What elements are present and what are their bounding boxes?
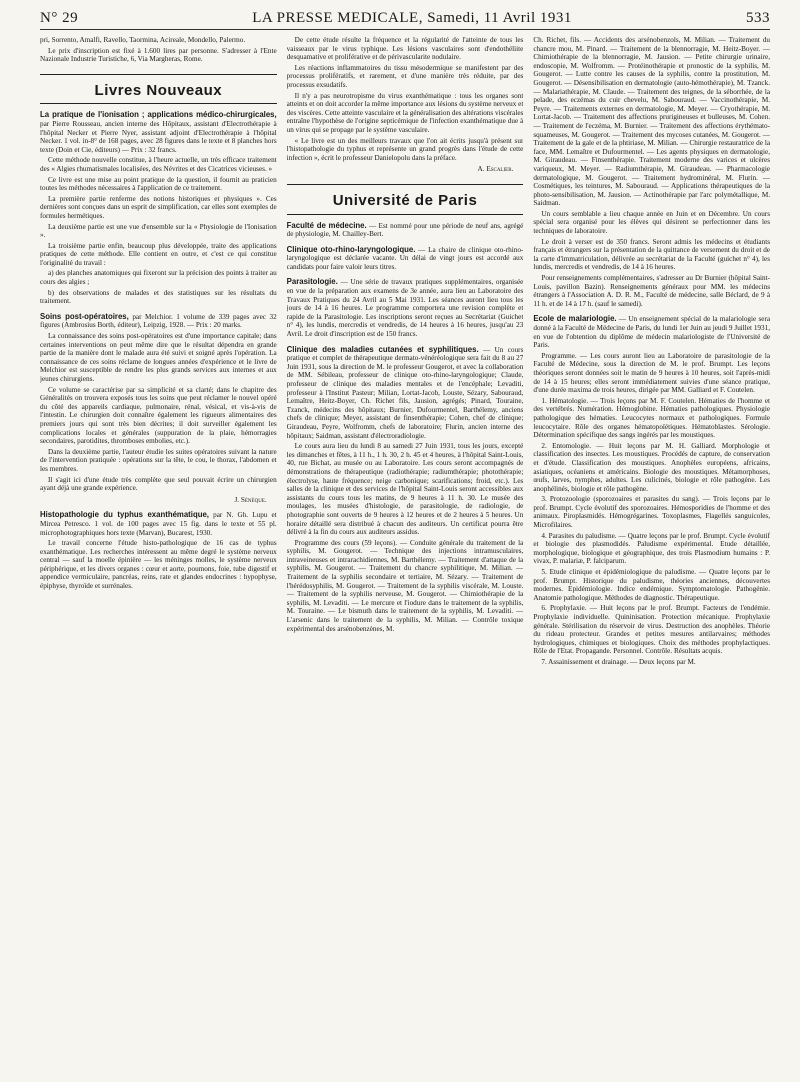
paragraph: « Le livre est un des meilleurs travaux que l'on ait écrits jusqu'à présent sur l'histopathologie du typhus et représente un grand progrès dans l'étude de cette infection », écrit le professeur Danielopolu dans la préface.: [286, 136, 524, 162]
paragraph: Les réactions inflammatoires du tissu mésodermique se manifestent par des processus prolifératifs, et rarement, et d'une manière très réduite, par des processus exsudatifs.: [286, 63, 524, 89]
entry-text: — Un enseignement spécial de la malariologie sera donné à la Faculté de Médecine de Paris, du lundi 1er Juin au jeudi 9 Juillet 1931, en vue de l'obtention du diplôme de médecin malariologiste de l'Université de Paris.: [533, 315, 771, 350]
book-entry: [40, 511, 277, 590]
entry-text: — Une série de travaux pratiques supplémentaires, organisée en vue de la préparation aux examens de 3e année, aura lieu au Laboratoire des Travaux Pratiques du 24 Avril au 5 Mai 1931. Les séances auront lieu tous les jours de 14 à 16 heures. Le programme comportera une revision complète et rapide de la Parasitologie. Les inscriptions seront reçues au Secrétariat (Guichet n° 4), les lundis, mercredis et vendredis, de 14 heures à 16 heures, jusqu'au 23 Avril. Le droit d'inscription est de 150 francs.: [286, 278, 524, 339]
news-entry: [287, 278, 524, 338]
paragraph: La deuxième partie est une vue d'ensemble sur la « Physiologie de l'Ionisation ».: [40, 222, 277, 240]
paragraph: Dans la deuxième partie, l'auteur étudie les suites opératoires suivant la nature de l'intervention pratiquée : opérations sur la tête, le cou, le thorax, l'abdomen et les membres.: [40, 447, 277, 473]
paragraph: Il n'y a pas neurotropisme du virus exanthématique : tous les organes sont atteints et on doit accorder la même importance aux lésions du système nerveux et des viscères. Cette atteinte vasculaire et la généralisation des altérations viscérales entraîne l'hypothèse de l'origine septicémique de l'infection exanthématique due à un virus qui se propage par le système vasculaire.: [286, 91, 524, 134]
list-item: 4. Parasites du paludisme. — Quatre leçons par le prof. Brumpt. Cycle évolutif et biologie des plasmodidés. Paludisme expérimental. Etude détaillée, morphologique, biologique et géographique, des trois Plasmodium humains : P. vivax, P. malariæ, P. falciparum.: [533, 531, 771, 566]
entry-title: Ecole de malariologie.: [533, 314, 617, 324]
book-meta: par Pierre Rousseau, ancien interne des Hôpitaux, assistant d'Electrothérapie à l'hôpital Necker et Pierre Nyer, assistant adjoint d'Electrothérapie à l'hôpital Necker. 1 vol. in-8° de 168 pages, avec 28 figures dans le texte et 8 planches hors texte (Doin et Cie, éditeurs) — Prix : 32 francs.: [40, 119, 277, 154]
list-item: 2. Entomologie. — Huit leçons par M. H. Galliard. Morphologie et classification des insectes. Les moustiques. Procédés de capture, de conservation et d'étude. Classification des moustiques. Anophèles européens, africains, asiatiques, océaniens et américains. Biologie des moustiques. Métamorphoses, œufs, larves, nymphes, adultes. Les culicinés, biologie et rôle pathogène. Les anophélinés, biologie et rôle pathogène.: [533, 441, 771, 493]
paragraph: De cette étude résulte la fréquence et la régularité de l'atteinte de tous les vaisseaux par le virus typhique. Les lésions vasculaires sont d'endothéliite desquamative et proliférative et de périvascularite nodulaire.: [286, 36, 524, 62]
column-1: [40, 36, 277, 1066]
paragraph: pri, Sorrento, Amalfi, Ravello, Taormina, Acireale, Mondello, Palermo.: [40, 36, 246, 44]
section-title-livres: Livres Nouveaux: [94, 81, 223, 99]
entry-title: Parasitologie.: [286, 277, 338, 287]
issue-number: N° 29: [40, 10, 79, 26]
paragraph: Pour renseignements complémentaires, s'adresser au Dr Burnier (hôpital Saint-Louis, pavillon Bazin). Renseignements généraux pour MM. les médecins étrangers à l'Association A. D. R. M., Faculté de médecine, salle Béclard, de 9 à 11 h. et de 14 à 17 h. (sauf le samedi).: [533, 274, 771, 308]
column-2: [287, 36, 524, 1066]
paragraph: La connaissance des soins post-opératoires est d'une importance capitale; dans certaines interventions on peut même dire que le résultat dépendra en grande partie de la manière dont le malade aura été suivi et soigné après l'opération. La connaissance de ces soins réclame de longues années d'expérience et le livre de Melchior est susceptible de rendre les plus grands services aux internes et aux jeunes chirurgiens.: [40, 332, 277, 383]
book-entry: [40, 111, 277, 305]
book-title: Soins post-opératoires,: [40, 311, 129, 321]
paragraph: Programme des cours (59 leçons). — Conduite générale du traitement de la syphilis, M. Gougerot. — Technique des injections intramusculaires, intraveineuses et intrarachidiennes, M. Barthélemy. — Traitement d'attaque de la syphilis, M. Gougerot. — Traitement du chancre syphilitique, M. Milian. — Traitement de la syphilis secondaire et tertiaire, M. Sézary. — Traitement de l'hérédosyphilis, M. Gougerot. — Traitement de la syphilis viscérale, M. Louste. — Traitement de la syphilis nerveuse, M. Gougerot. — Chimiothérapie de la syphilis, M. Levaditi. — Le mercure et l'iodure dans le traitement de la syphilis, M. Touraine. — Le bismuth dans le traitement de la syphilis, M. Levaditi. — L'arsenic dans le traitement de la syphilis, M. Milian. — Contrôle toxique expérimental des arsénobenzènes, M.: [286, 538, 524, 633]
book-meta: par N. Gh. Lupu et Mircea Petresco. 1 vol. de 100 pages avec 15 fig. dans le texte et 55 pl. microphotographiques hors texte (Marvan), Bucarest, 1930.: [40, 511, 277, 537]
paragraph: Le travail concerne l'étude histo-pathologique de 16 cas de typhus exanthématique. Les recherches intéressent au même degré le système nerveux central — sauf la moelle épinière — les méninges molles, le système nerveux périphérique, et les divers organes : cœur et aorte, poumons, foie, tube digestif et appendice vermiculaire, pancréas, reins, rate et glandes endocrines : hypophyse, épiphyse, thyroïde et surrénales.: [40, 539, 277, 591]
journal-title: LA PRESSE MEDICALE, Samedi, 11 Avril 1931: [252, 10, 572, 26]
entry-title: Clinique des maladies cutanées et syphilitiques.: [286, 344, 479, 354]
signature: J. Sénèque.: [234, 495, 267, 504]
paragraph: Le droit à verser est de 350 francs. Seront admis les médecins et étudiants français et étrangers sur la présentation de la quittance de versement du droit et de la carte d'immatriculation, délivrée au secrétariat de la Faculté (guichet n° 4), les lundis, mercredis et vendredis, de 14 à 16 heures.: [533, 237, 771, 272]
paragraph: Cette méthode nouvelle constitue, à l'heure actuelle, un très efficace traitement des « Algies rhumatismales localisées, des Névrites et des Cicatrices vicieuses. »: [40, 156, 277, 173]
entry-text: — Un cours pratique et complet de thérapeutique dermato-vénéréologique sera fait du 8 au 27 Juin 1931, sous la direction de M. le professeur Gougerot, et avec la collaboration de MM. Sébileau, professeur de clinique oto-rhino-laryngologique; Claude, professeur de clinique des maladies mentales et de l'encéphale; Levaditi, professeur à l'Institut Pasteur; Milian, Lortat-Jacob, Louste, Sézary, Sabouraud, Lemaître, Heitz-Boyer, Ch. Richet fils, Jausion, agrégés; Pinard, Touraine, Tzanck, médecins des hôpitaux; Burnier, Dufourmentel, Barthélemy, anciens chefs de clinique; Meyer, assistant de finsenthérapie; Cohen, chef de clinique; Giraudeau, Peyre, Wolfromm, chefs de laboratoire; Flurin, ancien interne des hôpitaux; Saidman, assistant d'électroradiologie.: [286, 345, 524, 440]
news-entry: [287, 222, 524, 239]
paragraph: Ce livre est une mise au point pratique de la question, il fournit au praticien toutes les méthodes nécessaires à l'application de ce traitement.: [40, 175, 277, 193]
paragraph: Programme. — Les cours auront lieu au Laboratoire de parasitologie de la Faculté de Médecine, sous la direction de M. le prof. Brumpt. Les leçons théoriques seront données soit le matin de 9 heures à 10 heures, soit l'après-midi de 14 à 15 heures; elles seront immédiatement suivies d'une séance pratique, d'une durée maxima de trois heures, dirigée par MM. Galliard et F. Coutelen.: [533, 351, 771, 395]
list-item: 5. Etude clinique et épidémiologique du paludisme. — Quatre leçons par le prof. Brumpt. Historique du paludisme, théories anciennes, découvertes modernes. Epidémiologie. Indice endémique. Symptomatologie. Pathogénie. Anatomie pathologique. Méthodes de diagnostic. Thérapeutique.: [533, 568, 771, 602]
paragraph: La troisième partie enfin, beaucoup plus développée, traite des applications pratiques de cette méthode. Elle contient en outre, et c'est ce qui constitue l'originalité du travail :: [40, 241, 277, 267]
book-title: La pratique de l'ionisation ; applications médico-chirurgicales,: [40, 110, 277, 120]
book-meta: par Melchior. 1 volume de 339 pages avec 32 figures (Ambrosius Borth, éditeur), Leipzig, 1928. — Prix : 20 marks.: [40, 312, 277, 330]
signature: A. Escalier.: [477, 165, 514, 174]
paragraph: La première partie renferme des notions historiques et physiques ». Ces dernières sont conçues dans un esprit de simplification, car elles sont exemples de formules hermétiques.: [40, 194, 277, 220]
paragraph: a) des planches anatomiques qui fixeront sur la précision des points à traiter au cours des algies ;: [40, 269, 277, 287]
book-title: Histopathologie du typhus exanthématique,: [40, 510, 209, 520]
paragraph: Ch. Richet, fils. — Accidents des arsénobenzols, M. Milian. — Traitement du chancre mou, M. Pinard. — Traitement de la blennorragie, M. Heitz-Boyer. — Chimiothérapie de la blennorragie, M. Jausion. — Petite chirurgie urinaire, endoscopie, M. Wolfromm. — Protéinothérapie et pronostic de la syphilis, M. Gougerot. — Lutte contre les causes de la syphilis, contre la prostitution, M. Gougerot. — Désensibilisation en dermatologie (auto-hémothérapie), M. Tzanck. — Malariathérapie, M. Claude. — Traitement des teignes, de la séborrhée, de la pelade, des eczémas du cuir chevelu, M. Sabouraud. — Vaccinothérapie, M. Peyre. — Traitements externes en dermatologie, M. Meyer. — Cryothérapie, M. Lortat-Jacob. — Traitement des affections prurigineuses et bulleuses, M. Cohen. — Traitement de l'eczéma, M. Burnier. — Traitement des affections érythémato-squameuses, M. Gougerot. — Traitement des mycoses cutanées, M. Gougerot. — Traitement de la gale et de la phtiriase, M. Milian. — Chirurgie restauratrice de la face, MM. Lemaître et Dufourmentel. — Les agents physiques en dermatologie, M. Giraudeau. — Finsenthérapie. Traitement moderne des varices et ulcères variqueux, M. Meyer. — Radiumthérapie, M. Giraudeau. — Pharmacologie dermatologique, M. Gougerot. — Traitement hydrominéral, M. Flurin. — Cosmétiques, les teintures, M. Sabouraud. — Applications thérapeutiques de la photo-sensibilisation, M. Jausion. — Actinothérapie par l'arc polymétallique, M. Saidman.: [533, 36, 771, 208]
entry-title: Clinique oto-rhino-laryngologique.: [286, 244, 416, 254]
paragraph: Un cours semblable a lieu chaque année en Juin et en Décembre. Un cours spécial sera organisé pour les élèves qui désirent se perfectionner dans les techniques de laboratoire.: [533, 209, 771, 236]
paragraph: Ce volume se caractérise par sa simplicité et sa clarté; dans le chapitre des Généralités on trouvera exposés tous les soins que peut réclamer le nouvel opéré du côté des appareils cardiaque, pulmonaire, rénal, vésical, et vis-à-vis de l'intestin. Le chirurgien doit connaître également les rigueurs alimentaires des premiers jours qui sont très bien décrites; il doit surveiller également les complications locales et générales (suppuration de la plaie, hémorragies secondaires, parotidites, thromboses embolies, etc.).: [40, 385, 277, 446]
page-header: [40, 10, 770, 30]
news-entry: [287, 346, 524, 634]
book-entry: [40, 313, 277, 504]
list-item: 7. Assainissement et drainage. — Deux leçons par M.: [541, 657, 696, 666]
news-entry: [533, 315, 770, 666]
list-item: 1. Hématologie. — Trois leçons par M. F. Coutelen. Hématies de l'homme et des vertébrés. Numération. Hémoglobine. Hématies pathologiques. Physiologie pathologique des hématies. Leucocytes normaux et pathologiques. Formule leucocytaire. Rôle des organes hématopoïétiques. Hématoblastes. Sérologie. Détermination spécifique des sangs ingérés par les moustiques.: [533, 396, 771, 440]
entry-text: — La chaire de clinique oto-rhino-laryngologique est déclarée vacante. Un délai de vingt jours est accordé aux candidats pour faire valoir leurs titres.: [286, 245, 524, 271]
entry-title: Faculté de médecine.: [286, 220, 367, 230]
paragraph: b) des observations de malades et des statistiques sur les résultats du traitement.: [40, 288, 277, 306]
paragraph: Il s'agit ici d'une étude très complète que seul pouvait écrire un chirurgien ayant déjà une grande expérience.: [40, 475, 277, 493]
section-title-universite: Université de Paris: [332, 191, 478, 209]
paragraph: Le cours aura lieu du lundi 8 au samedi 27 Juin 1931, tous les jours, excepté les dimanches et fêtes, à 11 h., 1 h. 30, 2 h. 45 et 4 heures, à l'hôpital Saint-Louis, 40, rue Bichat, au musée ou au Laboratoire. Les cours seront accompagnés de démonstrations de thérapeutique (radiothérapie; radiumthérapie; photothérapie; électrolyse, haute fréquence; neige carbonique; scarifications; froid, etc.). Les salles de la clinique et des services de l'hôpital Saint-Louis seront accessibles aux assistants du cours tous les matins, de 9 heures à 11 h. 30. Le musée des moulages, les musées d'histologie, de parasitologie, de radiologie, de photographie sont ouverts de 9 heures à 12 heures et de 2 heures à 5 heures. Un horaire détaillé sera distribué à chacun des auditeurs. Un certificat pourra être délivré à la fin du cours aux auditeurs assidus.: [286, 442, 524, 537]
paragraph: Le prix d'inscription est fixé à 1.600 lires par personne. S'adresser à l'Ente Nazionale Industrie Turistiche, 6, Via Margheras, Rome.: [40, 46, 277, 64]
column-3: [533, 36, 770, 1066]
news-entry: [287, 246, 524, 272]
list-item: 3. Protozoologie (sporozoaires et parasites du sang). — Trois leçons par le prof. Brumpt. Cycle évolutif des sporozoaires. Hémosporidies de l'homme et des animaux. Piroplasmidés. Hémogrégarines. Toxoplasmes, Flagellés sanguicoles, Microfilaires.: [533, 495, 771, 530]
entry-text: — Est nommé pour une période de neuf ans, agrégé de physiologie, M. Chailley-Bert.: [286, 221, 524, 239]
list-item: 6. Prophylaxie. — Huit leçons par le prof. Brumpt. Facteurs de l'endémie. Prophylaxie individuelle. Quininisation. Protection mécanique. Prophylaxie générale. Stérilisation du réservoir de virus. Destruction des anophèles. Théorie du rideau protecteur. Grandes et petites mesures antilarvaires; méthodes hydrologiques, chimiques et biologiques. Choix des méthodes prophylactiques. Rôle de l'Etat. Propagande. Personnel. Contrôle. Résultats acquis.: [533, 604, 771, 656]
page-number: 533: [746, 10, 770, 26]
